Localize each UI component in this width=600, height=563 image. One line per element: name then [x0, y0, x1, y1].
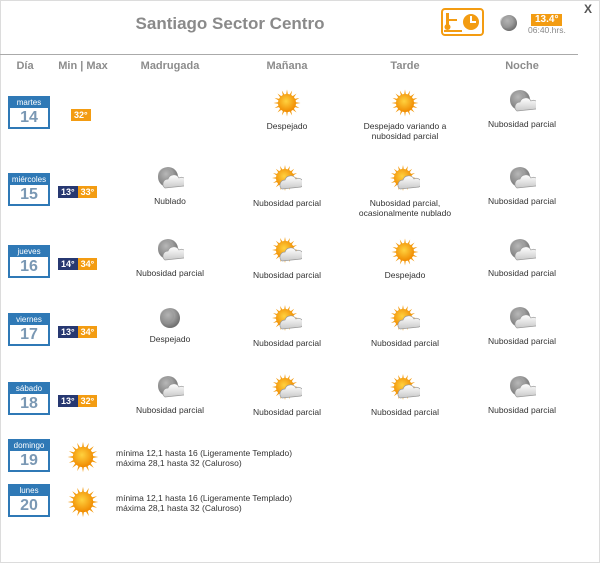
sun-icon	[227, 88, 347, 118]
sun-icon	[345, 237, 465, 267]
day-date: 14	[20, 109, 38, 126]
condition-label: Nubosidad parcial	[252, 407, 322, 417]
moon-cloud-icon	[110, 237, 230, 265]
forecast-noche	[462, 88, 582, 129]
day-calendar-badge	[8, 173, 50, 206]
column-header-madrugada: Madrugada	[140, 60, 200, 72]
max-temp: 32°	[71, 109, 91, 121]
moon-cloud-icon	[462, 374, 582, 402]
condition-label: Despejado variando a nubosidad parcial	[363, 121, 447, 141]
forecast-noche	[462, 305, 582, 346]
day-weekday: jueves	[10, 247, 48, 257]
moon-cloud-icon	[462, 165, 582, 193]
sun-cloud-icon	[227, 237, 347, 267]
day-weekday: domingo	[10, 441, 48, 451]
condition-label: Despejado	[266, 121, 308, 131]
condition-label: Nubosidad parcial	[487, 268, 557, 278]
forecast-tarde	[345, 374, 465, 417]
day-weekday: lunes	[10, 486, 48, 496]
min-temp: 14°	[58, 258, 78, 270]
min-max-temps	[58, 395, 97, 407]
moon-cloud-icon	[462, 305, 582, 333]
min-temp: 13°	[58, 326, 78, 338]
column-header-noche: Noche	[505, 60, 539, 72]
forecast-manana	[227, 237, 347, 280]
condition-label: Nubosidad parcial	[487, 405, 557, 415]
column-header-dia: Día	[16, 60, 34, 72]
condition-label: Nubosidad parcial	[135, 268, 205, 278]
condition-label: Nubosidad parcial	[252, 198, 322, 208]
page-title: Santiago Sector Centro	[135, 14, 325, 33]
current-moon-icon	[500, 14, 518, 37]
sun-icon	[345, 88, 465, 118]
condition-label: Nubosidad parcial	[487, 196, 557, 206]
forecast-madrugada	[110, 165, 230, 206]
day-calendar-badge	[8, 382, 50, 415]
forecast-tarde	[345, 237, 465, 280]
sun-cloud-icon	[227, 374, 347, 404]
condition-label: Nublado	[154, 196, 186, 206]
moon-cloud-icon	[462, 88, 582, 116]
sun-cloud-icon	[345, 374, 465, 404]
max-temp: 32°	[78, 395, 98, 407]
forecast-manana	[227, 374, 347, 417]
day-weekday: miércoles	[11, 175, 47, 184]
sun-cloud-icon	[345, 305, 465, 335]
extended-forecast-range	[116, 493, 292, 513]
min-range: mínima 12,1 hasta 16 (Ligeramente Templado)	[116, 448, 293, 458]
day-weekday: viernes	[10, 315, 48, 325]
close-button[interactable]: X	[583, 2, 592, 16]
day-date: 15	[20, 186, 38, 203]
max-temp: 34°	[78, 258, 98, 270]
current-temperature: 13.4°	[531, 14, 562, 26]
day-date: 17	[20, 326, 38, 343]
min-range: mínima 12,1 hasta 16 (Ligeramente Templado)	[116, 493, 293, 503]
moon-icon	[110, 305, 230, 331]
sun-cloud-icon	[227, 165, 347, 195]
day-weekday: martes	[10, 98, 48, 108]
sun-icon	[66, 485, 100, 524]
min-max-temps	[58, 258, 97, 270]
current-conditions-icon[interactable]	[441, 8, 484, 36]
moon-cloud-icon	[110, 374, 230, 402]
forecast-madrugada	[110, 374, 230, 415]
sun-cloud-icon	[345, 165, 465, 195]
forecast-manana	[227, 165, 347, 208]
header-divider	[0, 54, 578, 55]
min-max-temps	[58, 326, 97, 338]
condition-label: Nubosidad parcial	[487, 119, 557, 129]
min-max-temps	[58, 186, 97, 198]
condition-label: Nubosidad parcial	[370, 407, 440, 417]
forecast-madrugada	[110, 237, 230, 278]
day-date: 20	[20, 497, 38, 514]
forecast-tarde	[345, 88, 465, 141]
column-header-tarde: Tarde	[390, 60, 420, 72]
max-range: máxima 28,1 hasta 32 (Caluroso)	[116, 458, 242, 468]
condition-label: Despejado	[149, 334, 191, 344]
condition-label: Despejado	[384, 270, 426, 280]
column-header-manana: Mañana	[266, 60, 308, 72]
min-max-temps	[71, 109, 91, 121]
current-time: 06:40.hrs.	[528, 25, 566, 35]
moon-cloud-icon	[462, 237, 582, 265]
condition-label: Nubosidad parcial	[487, 336, 557, 346]
condition-label: Nubosidad parcial	[252, 338, 322, 348]
max-temp: 33°	[78, 186, 98, 198]
forecast-manana	[227, 305, 347, 348]
day-calendar-badge	[8, 439, 50, 472]
forecast-manana	[227, 88, 347, 131]
sun-icon	[66, 440, 100, 479]
extended-forecast-range	[116, 448, 292, 468]
day-date: 19	[20, 452, 38, 469]
min-temp: 13°	[58, 186, 78, 198]
day-weekday: sábado	[10, 384, 48, 394]
column-header-minmax: Min | Max	[58, 60, 108, 72]
day-date: 18	[20, 395, 38, 412]
day-date: 16	[20, 258, 38, 275]
day-calendar-badge	[8, 313, 50, 346]
moon-cloud-icon	[110, 165, 230, 193]
condition-label: Nubosidad parcial	[252, 270, 322, 280]
day-calendar-badge	[8, 484, 50, 517]
forecast-noche	[462, 165, 582, 206]
max-range: máxima 28,1 hasta 32 (Caluroso)	[116, 503, 242, 513]
sun-cloud-icon	[227, 305, 347, 335]
condition-label: Nubosidad parcial, ocasionalmente nublado	[358, 198, 452, 218]
day-calendar-badge	[8, 96, 50, 129]
forecast-tarde	[345, 305, 465, 348]
forecast-madrugada	[110, 305, 230, 344]
forecast-tarde	[345, 165, 465, 218]
max-temp: 34°	[78, 326, 98, 338]
min-temp: 13°	[58, 395, 78, 407]
condition-label: Nubosidad parcial	[370, 338, 440, 348]
forecast-noche	[462, 237, 582, 278]
forecast-noche	[462, 374, 582, 415]
condition-label: Nubosidad parcial	[135, 405, 205, 415]
day-calendar-badge	[8, 245, 50, 278]
